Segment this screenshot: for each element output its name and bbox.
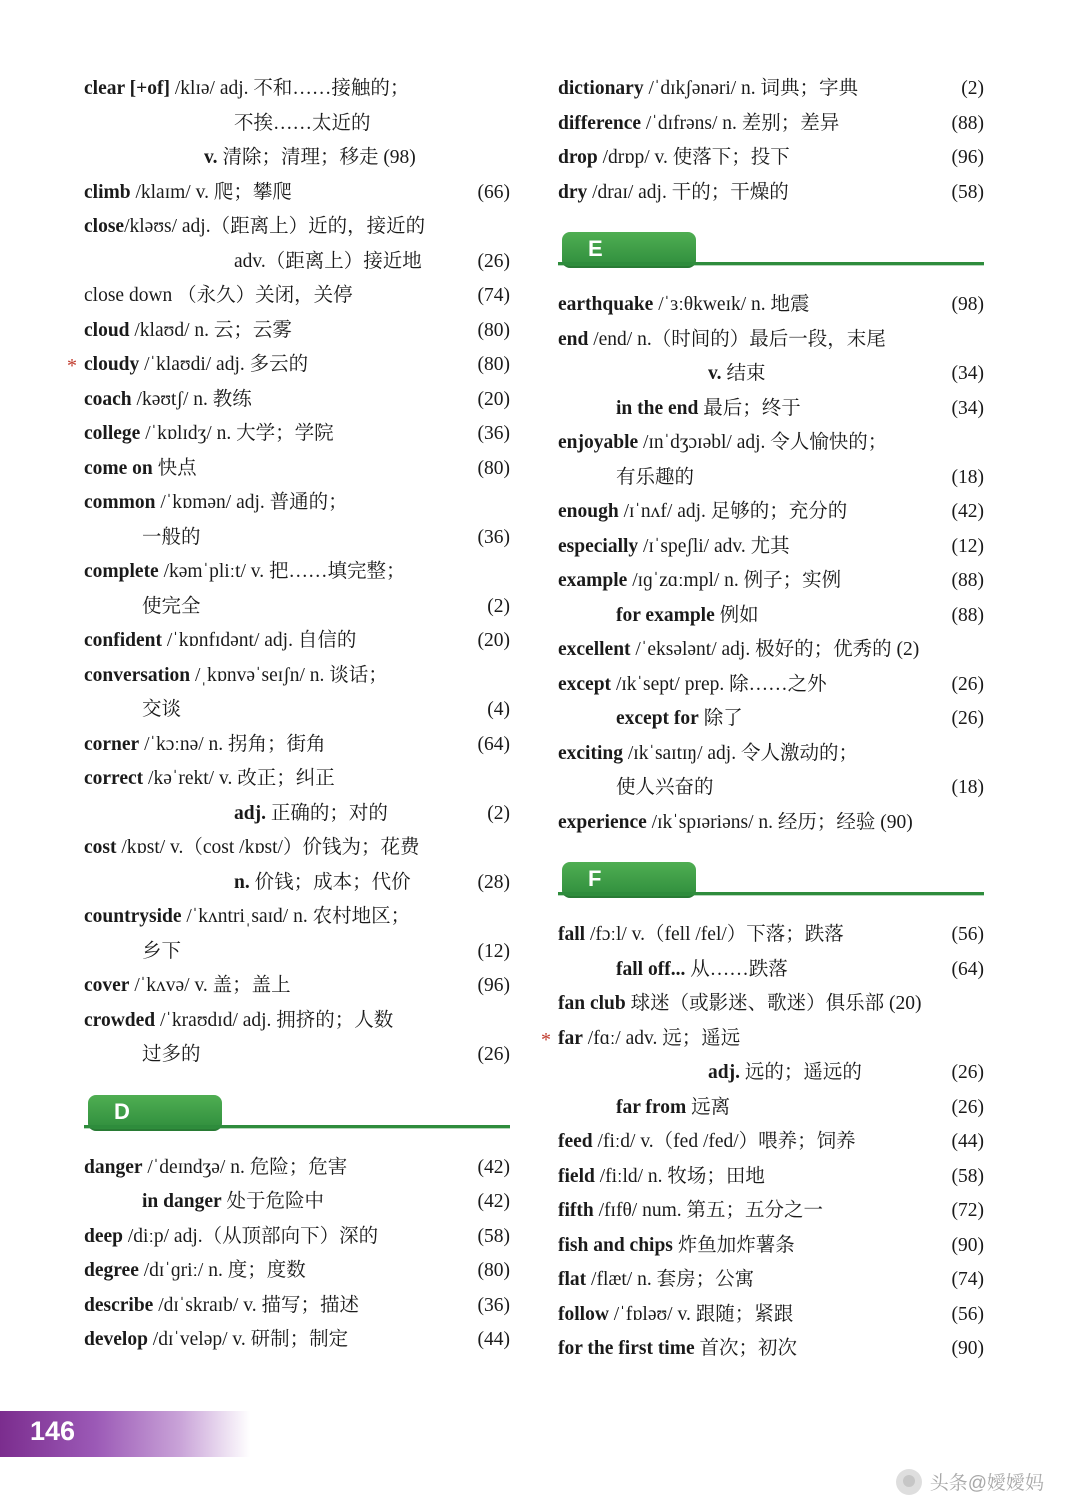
entry-page-ref: (36): [477, 423, 510, 444]
glossary-entry: [558, 737, 984, 772]
glossary-entry: [84, 935, 510, 970]
entry-text: conversation /ˌkɒnvəˈseɪʃn/ n. 谈话；: [84, 664, 388, 686]
right-entries-e: [558, 288, 984, 840]
entry-text: fall /fɔːl/ v.（fell /fel/）下落；跌落: [558, 924, 844, 945]
entry-page-ref: (18): [951, 777, 984, 798]
entry-text: coach /kəʊtʃ/ n. 教练: [84, 388, 252, 410]
entry-page-ref: (96): [951, 147, 984, 168]
glossary-entry: [84, 797, 510, 832]
entry-text: adv.（距离上）接近地: [234, 250, 422, 272]
entry-page-ref: (90): [951, 1234, 984, 1256]
entry-page-ref: (26): [951, 1096, 984, 1118]
glossary-entry: [84, 1004, 510, 1039]
entry-text: fish and chips 炸鱼加炸薯条: [558, 1234, 795, 1256]
entry-text: close/kləʊs/ adj.（距离上）近的，接近的: [84, 216, 426, 237]
entry-page-ref: (42): [477, 1191, 510, 1212]
entry-page-ref: (58): [951, 1165, 984, 1187]
entry-page-ref: (88): [951, 604, 984, 626]
entry-text: common /ˈkɒmən/ adj. 普通的；: [84, 492, 348, 513]
entry-text: flat /flæt/ n. 套房；公寓: [558, 1269, 755, 1290]
glossary-entry: [84, 107, 510, 142]
entry-text: enjoyable /ɪnˈdʒɔɪəbl/ adj. 令人愉快的；: [558, 432, 888, 453]
glossary-entry: [84, 314, 510, 349]
entry-text: far from 远离: [616, 1096, 731, 1118]
entry-text: describe /dɪˈskraɪb/ v. 描写；描述: [84, 1294, 359, 1316]
glossary-entry: [67, 348, 510, 383]
entry-page-ref: (26): [477, 250, 510, 272]
entry-text: follow /ˈfɒləʊ/ v. 跟随；紧跟: [558, 1303, 794, 1325]
entry-text: far /fɑː/ adv. 远；遥远: [558, 1027, 741, 1049]
entry-page-ref: (66): [477, 181, 510, 203]
entry-page-ref: (80): [477, 457, 510, 479]
glossary-entry: [558, 176, 984, 211]
section-rule-e: [558, 262, 984, 265]
entry-page-ref: (28): [477, 871, 510, 893]
entry-text: in the end 最后；终于: [616, 397, 801, 419]
asterisk-icon: *: [541, 1028, 551, 1051]
entry-text: confident /ˈkɒnfɪdənt/ adj. 自信的: [84, 630, 357, 651]
glossary-entry: [558, 1160, 984, 1195]
entry-text: come on 快点: [84, 457, 197, 479]
entry-text: cover /ˈkʌvə/ v. 盖；盖上: [84, 975, 291, 996]
entry-text: feed /fiːd/ v.（fed /fed/）喂养；饲养: [558, 1131, 856, 1152]
entry-page-ref: (74): [951, 1269, 984, 1290]
entry-text: enough /ɪˈnʌf/ adj. 足够的；充分的: [558, 501, 848, 522]
glossary-entry: [84, 624, 510, 659]
entry-text: 使人兴奋的: [616, 777, 714, 798]
glossary-entry: [558, 987, 984, 1022]
page-footer: [0, 1411, 1066, 1457]
entry-text: exciting /ɪkˈsaɪtɪŋ/ adj. 令人激动的；: [558, 742, 858, 764]
glossary-entry: [84, 659, 510, 694]
entry-page-ref: (72): [951, 1200, 984, 1221]
entry-page-ref: (64): [477, 733, 510, 755]
glossary-entry: [84, 72, 510, 107]
glossary-entry: [84, 728, 510, 763]
glossary-entry: [558, 771, 984, 806]
entry-text: fall off... 从……跌落: [616, 958, 788, 980]
page-number: 146: [30, 1416, 76, 1446]
section-banner-f: [558, 862, 984, 904]
entry-page-ref: (74): [477, 285, 510, 306]
entry-text: n. 价钱；成本；代价: [234, 871, 411, 893]
entry-page-ref: (34): [951, 397, 984, 419]
entry-page-ref: (56): [951, 924, 984, 945]
entry-text: v. 清除；清理；移走 (98): [204, 147, 416, 168]
entry-page-ref: (88): [951, 570, 984, 591]
glossary-entry: [84, 1151, 510, 1186]
glossary-entry: [558, 1125, 984, 1160]
glossary-entry: [84, 486, 510, 521]
entry-text: v. 结束: [708, 363, 766, 384]
entry-page-ref: (80): [477, 319, 510, 341]
glossary-entry: [84, 831, 510, 866]
entry-text: fifth /fɪfθ/ num. 第五；五分之一: [558, 1200, 823, 1221]
glossary-entry: [558, 668, 984, 703]
glossary-entry: [84, 417, 510, 452]
glossary-entry: [558, 392, 984, 427]
glossary-entry: [558, 953, 984, 988]
entry-text: climb /klaɪm/ v. 爬；攀爬: [84, 181, 292, 203]
entry-text: in danger 处于危险中: [142, 1191, 325, 1212]
entry-text: cloudy /ˈklaʊdi/ adj. 多云的: [84, 354, 309, 375]
entry-page-ref: (44): [951, 1131, 984, 1152]
entry-page-ref: (26): [951, 708, 984, 729]
glossary-entry: [541, 1022, 984, 1057]
glossary-entry: [84, 1185, 510, 1220]
entry-page-ref: (2): [487, 595, 510, 617]
entry-text: for the first time 首次；初次: [558, 1338, 798, 1359]
entry-text: difference /ˈdɪfrəns/ n. 差别；差异: [558, 112, 840, 134]
entry-text: dictionary /ˈdɪkʃənəri/ n. 词典；字典: [558, 78, 859, 99]
entry-page-ref: (2): [961, 78, 984, 99]
entry-text: degree /dɪˈɡriː/ n. 度；度数: [84, 1260, 306, 1281]
entry-page-ref: (98): [951, 294, 984, 315]
entry-text: college /ˈkɒlɪdʒ/ n. 大学；学院: [84, 423, 334, 444]
glossary-entry: [558, 1091, 984, 1126]
glossary-entry: [84, 1220, 510, 1255]
entry-text: fan club 球迷（或影迷、歌迷）俱乐部 (20): [558, 993, 922, 1014]
watermark-text: 头条@嬡嬡妈: [929, 1473, 1044, 1494]
entry-page-ref: (2): [487, 802, 510, 824]
glossary-entry: [558, 633, 984, 668]
glossary-entry: [84, 1254, 510, 1289]
glossary-entry: [558, 702, 984, 737]
left-column: [67, 72, 510, 1367]
entry-text: excellent /ˈeksələnt/ adj. 极好的；优秀的 (2): [558, 639, 920, 660]
entry-text: develop /dɪˈveləp/ v. 研制；制定: [84, 1329, 349, 1350]
glossary-entry: [84, 866, 510, 901]
asterisk-icon: *: [67, 355, 77, 377]
entry-page-ref: (18): [951, 466, 984, 488]
entry-text: countryside /ˈkʌntriˌsaɪd/ n. 农村地区；: [84, 906, 411, 927]
glossary-columns: [67, 72, 984, 1367]
glossary-entry: [84, 900, 510, 935]
entry-page-ref: (36): [477, 1294, 510, 1316]
entry-text: 使完全: [142, 595, 201, 617]
entry-text: 交谈: [142, 699, 182, 720]
glossary-entry: [558, 530, 984, 565]
entry-page-ref: (12): [477, 940, 510, 962]
entry-text: correct /kəˈrekt/ v. 改正；纠正: [84, 768, 335, 789]
glossary-entry: [558, 323, 984, 358]
entry-page-ref: (20): [477, 388, 510, 410]
entry-page-ref: (42): [951, 501, 984, 522]
entry-text: 过多的: [142, 1044, 201, 1065]
glossary-entry: [84, 1289, 510, 1324]
entry-page-ref: (26): [951, 673, 984, 695]
entry-text: cloud /klaʊd/ n. 云；云雾: [84, 319, 292, 341]
entry-page-ref: (88): [951, 112, 984, 134]
entry-text: except /ɪkˈsept/ prep. 除……之外: [558, 673, 827, 695]
glossary-entry: [84, 245, 510, 280]
section-rule-f: [558, 892, 984, 895]
entry-page-ref: (58): [477, 1225, 510, 1247]
entry-page-ref: (44): [477, 1329, 510, 1350]
entry-page-ref: (96): [477, 975, 510, 996]
section-banner-d: [84, 1095, 510, 1137]
glossary-entry: [558, 1229, 984, 1264]
entry-text: especially /ɪˈspeʃli/ adv. 尤其: [558, 535, 790, 557]
entry-text: deep /diːp/ adj.（从顶部向下）深的: [84, 1225, 379, 1247]
glossary-entry: [558, 1194, 984, 1229]
entry-text: 一般的: [142, 526, 201, 548]
entry-text: corner /ˈkɔːnə/ n. 拐角；街角: [84, 733, 326, 755]
watermark: [896, 1468, 1044, 1495]
glossary-entry: [558, 1332, 984, 1367]
entry-text: dry /draɪ/ adj. 干的；干燥的: [558, 181, 789, 203]
entry-text: 乡下: [142, 940, 182, 962]
glossary-entry: [558, 141, 984, 176]
entry-page-ref: (26): [477, 1044, 510, 1065]
right-column: [541, 72, 984, 1367]
left-entries-c: [67, 72, 510, 1073]
right-entries-d: [558, 72, 984, 210]
entry-page-ref: (42): [477, 1156, 510, 1178]
section-letter-d: D: [114, 1098, 130, 1124]
entry-page-ref: (80): [477, 354, 510, 375]
entry-page-ref: (20): [477, 630, 510, 651]
entry-text: 有乐趣的: [616, 466, 695, 488]
entry-text: drop /drɒp/ v. 使落下；投下: [558, 147, 790, 168]
glossary-entry: [558, 461, 984, 496]
glossary-entry: [558, 1056, 984, 1091]
glossary-entry: [84, 141, 510, 176]
watermark-logo-icon: [896, 1469, 922, 1495]
section-banner-e: [558, 232, 984, 274]
entry-text: cost /kɒst/ v.（cost /kɒst/）价钱为；花费: [84, 837, 420, 858]
glossary-entry: [558, 288, 984, 323]
entry-text: complete /kəmˈpliːt/ v. 把……填完整；: [84, 561, 406, 582]
glossary-entry: [84, 521, 510, 556]
glossary-entry: [558, 806, 984, 841]
entry-page-ref: (64): [951, 958, 984, 980]
entry-text: danger /ˈdeɪndʒə/ n. 危险；危害: [84, 1156, 348, 1178]
entry-page-ref: (26): [951, 1062, 984, 1083]
glossary-entry: [558, 1298, 984, 1333]
entry-page-ref: (4): [487, 699, 510, 720]
entry-text: crowded /ˈkraʊdɪd/ adj. 拥挤的；人数: [84, 1009, 394, 1031]
entry-page-ref: (58): [951, 181, 984, 203]
entry-page-ref: (56): [951, 1303, 984, 1325]
section-letter-e: E: [588, 236, 603, 261]
glossary-entry: [84, 210, 510, 245]
entry-text: adj. 远的；遥远的: [708, 1062, 862, 1083]
entry-page-ref: (34): [951, 363, 984, 384]
glossary-entry: [558, 564, 984, 599]
glossary-entry: [84, 1038, 510, 1073]
entry-text: end /end/ n.（时间的）最后一段，末尾: [558, 328, 886, 350]
glossary-entry: [84, 762, 510, 797]
glossary-entry: [558, 72, 984, 107]
entry-text: except for 除了: [616, 708, 743, 729]
glossary-entry: [84, 555, 510, 590]
glossary-entry: [84, 590, 510, 625]
entry-text: earthquake /ˈɜːθkweɪk/ n. 地震: [558, 294, 810, 315]
entry-text: experience /ɪkˈspɪəriəns/ n. 经历；经验 (90): [558, 811, 913, 833]
entry-text: 不挨……太近的: [234, 112, 371, 134]
glossary-entry: [558, 599, 984, 634]
right-entries-f: [541, 918, 984, 1367]
entry-page-ref: (12): [951, 535, 984, 557]
glossary-entry: [84, 279, 510, 314]
glossary-entry: [84, 693, 510, 728]
entry-text: clear [+of] /klɪə/ adj. 不和……接触的；: [84, 78, 410, 99]
glossary-entry: [84, 176, 510, 211]
glossary-entry: [558, 495, 984, 530]
glossary-entry: [558, 918, 984, 953]
section-rule-d: [84, 1125, 510, 1128]
glossary-entry: [558, 1263, 984, 1298]
entry-text: field /fiːld/ n. 牧场；田地: [558, 1165, 765, 1187]
glossary-entry: [84, 383, 510, 418]
entry-text: close down （永久）关闭，关停: [84, 285, 353, 306]
entry-text: for example 例如: [616, 604, 759, 626]
glossary-entry: [84, 1323, 510, 1358]
glossary-entry: [84, 969, 510, 1004]
entry-text: example /ɪɡˈzɑːmpl/ n. 例子；实例: [558, 570, 842, 591]
entry-page-ref: (36): [477, 526, 510, 548]
left-entries-d: [84, 1151, 510, 1358]
glossary-entry: [558, 107, 984, 142]
glossary-entry: [558, 426, 984, 461]
entry-page-ref: (80): [477, 1260, 510, 1281]
entry-text: adj. 正确的；对的: [234, 802, 388, 824]
glossary-entry: [84, 452, 510, 487]
section-letter-f: F: [588, 866, 602, 891]
glossary-entry: [558, 357, 984, 392]
entry-page-ref: (90): [951, 1338, 984, 1359]
